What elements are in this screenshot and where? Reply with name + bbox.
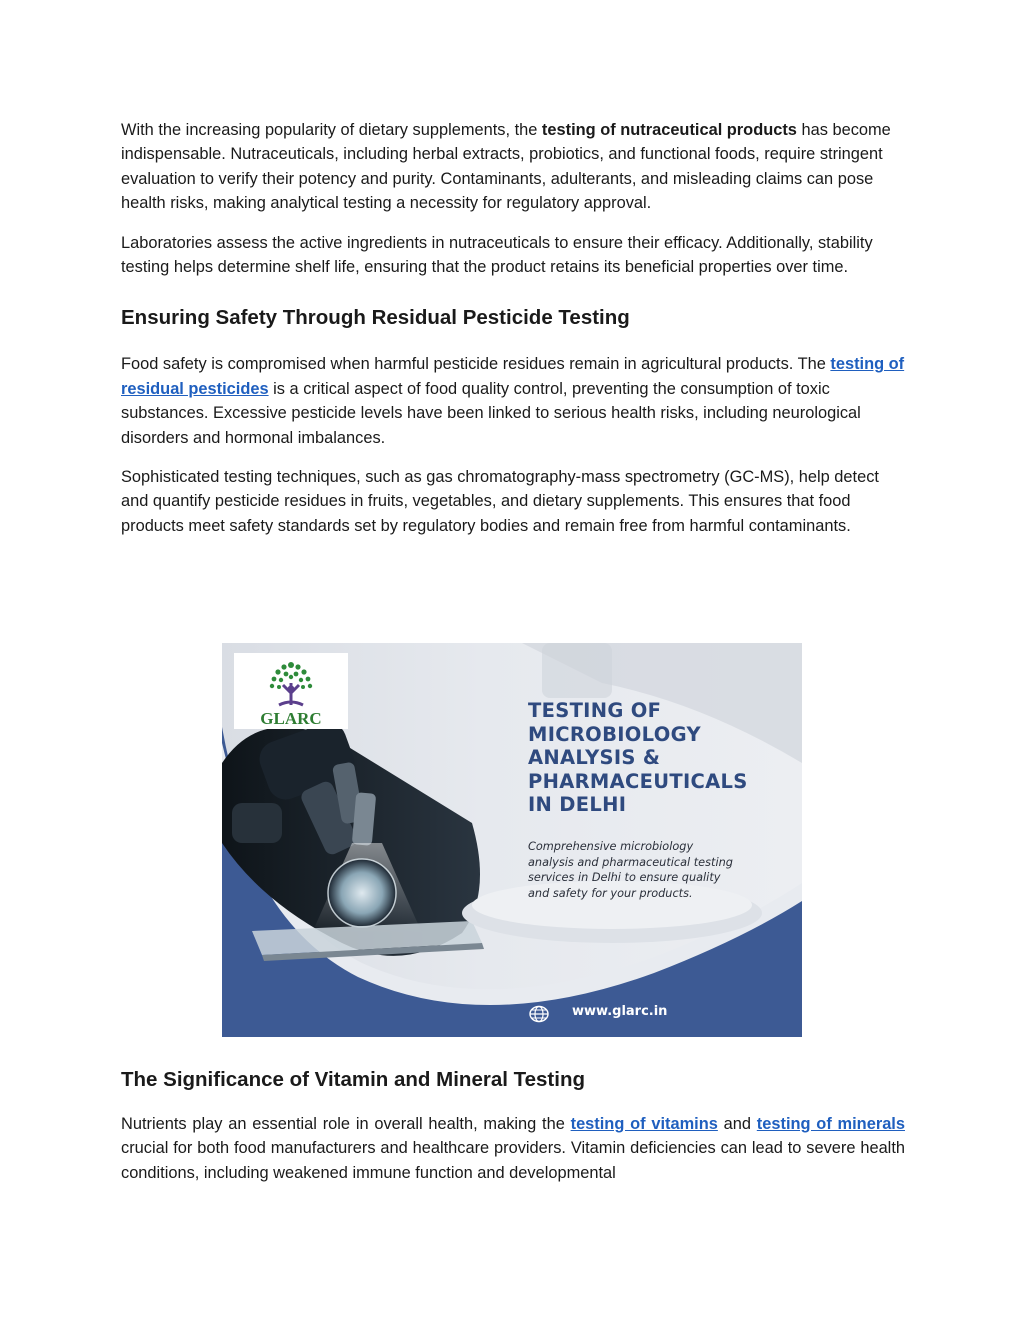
headline-line: PHARMACEUTICALS — [528, 769, 748, 793]
banner-headline — [528, 699, 798, 817]
logo-text: GLARC — [260, 709, 322, 728]
text: crucial for both food manufacturers and healthcare providers. Vitamin deficiencies can lead to severe health conditions, including weakened immune function and developmental — [121, 1139, 905, 1182]
paragraph-gcms: Sophisticated testing techniques, such as gas chromatography-mass spectrometry (GC-MS), help detect and quantify pesticide residues in fruits, vegetables, and dietary supplements. This ensures that food products meet safety standards set by regulatory bodies and remain free from harmful contaminants. — [121, 468, 879, 535]
banner-subtext — [528, 839, 778, 901]
subtext-line: analysis and pharmaceutical testing — [528, 855, 733, 869]
paragraph-nutrients — [121, 1112, 905, 1185]
heading-pesticide-testing: Ensuring Safety Through Residual Pesticide Testing — [121, 306, 630, 330]
promo-banner-image — [222, 643, 802, 1037]
tree-logo-icon — [234, 653, 348, 729]
glarc-logo — [234, 653, 348, 729]
link-residual-pesticides[interactable]: testing of residual pesticides — [121, 355, 905, 398]
text: With the increasing popularity of dietary supplements, the — [121, 121, 542, 139]
subtext-line: and safety for your products. — [528, 886, 693, 900]
link-testing-minerals[interactable]: testing of minerals — [756, 1115, 905, 1133]
text: Nutrients play an essential role in overall health, making the — [121, 1115, 571, 1133]
paragraph-nutraceutical-intro — [121, 118, 905, 216]
heading-vitamin-mineral: The Significance of Vitamin and Mineral Testing — [121, 1068, 585, 1091]
website-url: www.glarc.in — [572, 1004, 668, 1019]
document-body — [121, 118, 905, 538]
subtext-line: Comprehensive microbiology — [528, 840, 694, 853]
text: has become indispensable. Nutraceuticals, including herbal extracts, probiotics, and functional foods, require stringent evaluation to verify their potency and purity. Contaminants, adulterants, and misleading claims can pose health risks, making analytical testing a necessity for regulatory approval. — [121, 121, 891, 213]
text: and — [717, 1115, 757, 1133]
headline-line: IN DELHI — [528, 793, 627, 816]
headline-line: MICROBIOLOGY — [528, 722, 701, 746]
document-body-continued — [121, 1067, 905, 1185]
subtext-line: services in Delhi to ensure quality — [528, 871, 721, 884]
headline-line: TESTING OF — [528, 699, 662, 722]
text: is a critical aspect of food quality control, preventing the consumption of toxic substances. Excessive pesticide levels have been linked to serious health risks, including neurological disorders and hormonal imbalances. — [121, 379, 861, 447]
bold-text: testing of nutraceutical products — [541, 121, 797, 139]
text: Food safety is compromised when harmful pesticide residues remain in agricultural products. The — [121, 355, 831, 374]
link-testing-vitamins[interactable]: testing of vitamins — [570, 1115, 718, 1133]
globe-icon — [528, 1005, 550, 1023]
paragraph-laboratories: Laboratories assess the active ingredients in nutraceuticals to ensure their efficacy. Additionally, stability testing helps determine shelf life, ensuring that the product retains its beneficial properties over time. — [121, 233, 873, 277]
headline-line: ANALYSIS & — [528, 746, 661, 769]
paragraph-food-safety — [121, 352, 905, 450]
